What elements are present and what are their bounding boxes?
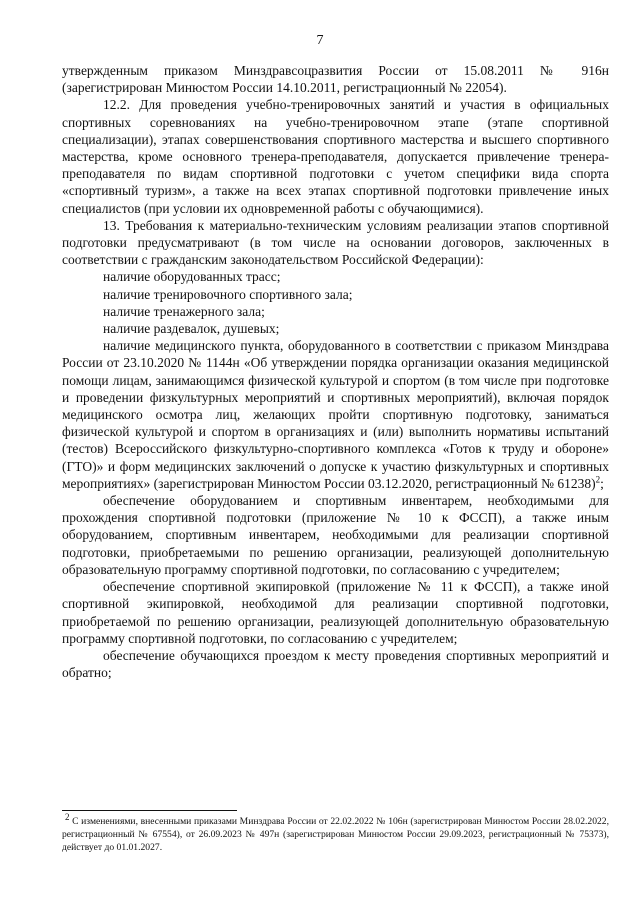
page-number: 7 bbox=[316, 33, 324, 48]
list-item-gym: наличие тренажерного зала; bbox=[103, 303, 265, 319]
list-item-sports-hall: наличие тренировочного спортивного зала; bbox=[103, 286, 353, 302]
medical-point-tail: ; bbox=[600, 475, 604, 491]
medical-point-text: наличие медицинского пункта, оборудованного в соответствии с приказом Минздрава России от 23.10.2020 № 1144н «Об утверждении порядка организации оказания медицинской помощи лицам, занимающимся физической культурой и спортом (в том числе при подготовке и проведении физкультурных мероприятий и спортивных мероприятий), включая порядок медицинского осмотра лиц, желающих пройти спортивную подготовку, заниматься физической культурой и спортом в организациях и (или) выполнить нормативы испытаний (тестов) Всероссийского физкультурно-спортивного комплекса «Готов к труду и обороне» (ГТО)» и форм медицинских заключений о допуске к участию физкультурных и спортивных мероприятиях» (зарегистрирован Минюстом России 03.12.2020, регистрационный № 61238) bbox=[62, 338, 609, 491]
paragraph-12-2: 12.2. Для проведения учебно-тренировочных занятий и участия в официальных спортивных соревнованиях на учебно-тренировочном этапе (этапе спортивной специализации), этапах совершенствования спортивного мастерства и высшего спортивного мастерства, кроме основного тренера-преподавателя, допускается привлечение тренера-преподавателя по видам спортивной подготовки с учетом специфики вида спорта «спортивный туризм», а также на всех этапах спортивной подготовки привлечение иных специалистов (при условии их одновременной работы с обучающимися). bbox=[62, 97, 609, 216]
footnote-divider bbox=[62, 810, 237, 811]
document-body bbox=[62, 62, 609, 681]
paragraph-continuation: утвержденным приказом Минздравсоцразвития России от 15.08.2011 № 916н (зарегистрирован Минюстом России 14.10.2011, регистрационный № 22054). bbox=[62, 63, 609, 96]
paragraph-sports-gear: обеспечение спортивной экипировкой (приложение № 11 к ФССП), а также иной спортивной экипировкой, необходимой для реализации спортивной подготовки, приобретаемой по решению организации, реализующей дополнительную образовательную программу спортивной подготовки, по согласованию с учредителем; bbox=[62, 579, 609, 646]
list-item-locker-rooms: наличие раздевалок, душевых; bbox=[103, 321, 280, 337]
footnote-marker: 2 bbox=[65, 811, 70, 822]
paragraph-medical-point bbox=[62, 337, 609, 492]
paragraph-13: 13. Требования к материально-техническим условиям реализации этапов спортивной подготовки предусматривают (в том числе на основании договоров, заключенных в соответствии с гражданским законодательством Российской Федерации): bbox=[62, 217, 609, 268]
paragraph-travel: обеспечение обучающихся проездом к месту проведения спортивных мероприятий и обратно; bbox=[62, 647, 609, 681]
footnote-text: С изменениями, внесенными приказами Минздрава России от 22.02.2022 № 106н (зарегистрирован Минюстом России 28.02.2022, регистрационный № 67554), от 26.09.2023 № 497н (зарегистрирован Минюстом России 29.09.2023, регистрационный № 75373), действует до 01.01.2027. bbox=[62, 816, 609, 853]
footnote bbox=[62, 811, 609, 854]
list-item-tracks: наличие оборудованных трасс; bbox=[103, 269, 281, 285]
paragraph-equipment: обеспечение оборудованием и спортивным инвентарем, необходимыми для прохождения спортивной подготовки (приложение № 10 к ФССП), а также иным оборудованием, спортивным инвентарем, необходимыми для реализации спортивной подготовки, приобретаемыми по решению организации, реализующей дополнительную образовательную программу спортивной подготовки, по согласованию с учредителем; bbox=[62, 493, 609, 577]
footnote-reference: 2 bbox=[595, 474, 601, 485]
